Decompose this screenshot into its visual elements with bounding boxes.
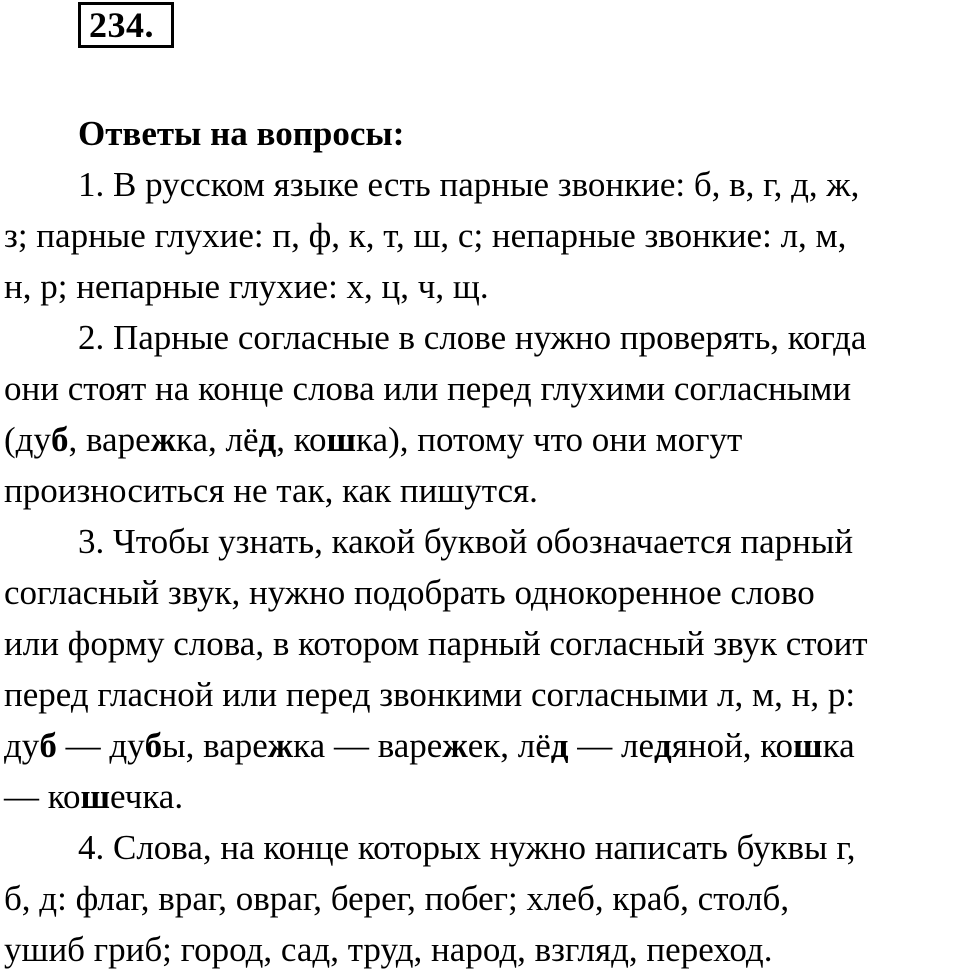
answers-section	[4, 108, 956, 975]
answers-heading: Ответы на вопросы:	[78, 114, 405, 153]
text-fragment: ле	[621, 726, 655, 765]
bold-letter: ш	[80, 777, 111, 816]
text-fragment: ко	[760, 726, 794, 765]
bold-letter: б	[50, 420, 69, 459]
answer-2	[4, 312, 956, 516]
text-fragment: ду	[109, 726, 145, 765]
answer-4	[4, 822, 956, 975]
text-fragment: —	[56, 726, 110, 765]
text-fragment: ,	[742, 726, 761, 765]
bold-letter: б	[144, 726, 163, 765]
text-fragment: ечка.	[110, 777, 184, 816]
text-fragment: —	[4, 777, 48, 816]
answer-4-line-1: 4. Слова, на конце которых нужно написать буквы г,	[78, 828, 856, 867]
bold-letter: ж	[150, 420, 176, 459]
bold-letter: д	[550, 726, 569, 765]
text-fragment: варе	[85, 420, 151, 459]
text-fragment: ,	[500, 726, 518, 765]
answer-3-line-1: 3. Чтобы узнать, какой буквой обозначается парный	[78, 522, 854, 561]
bold-letter: ж	[442, 726, 468, 765]
answer-3-pairs-line	[4, 726, 855, 765]
text-fragment: ек	[467, 726, 501, 765]
text-fragment: варе	[377, 726, 443, 765]
text-fragment: ка	[176, 420, 209, 459]
exercise-number: 234.	[78, 2, 174, 48]
answer-1-line-1: 1. В русском языке есть парные звонкие: б, в, г, д, ж,	[78, 165, 860, 204]
answer-4-line-3: ушиб гриб; город, сад, труд, народ, взгляд, переход.	[4, 930, 773, 969]
text-fragment: лё	[225, 420, 259, 459]
bold-letter: ш	[793, 726, 823, 765]
text-fragment: —	[325, 726, 378, 765]
answer-2-last-line: произноситься не так, как пишутся.	[4, 471, 538, 510]
text-fragment: ду	[4, 726, 40, 765]
answer-2-line-1: 2. Парные согласные в слове нужно проверять, когда	[78, 318, 867, 357]
answer-3-line-3: или форму слова, в котором парный согласный звук стоит	[4, 624, 868, 663]
text-fragment: ,	[276, 420, 294, 459]
text-fragment: ,	[185, 726, 204, 765]
bold-letter: д	[654, 726, 672, 765]
answer-1-line-3: н, р; непарные глухие: х, ц, ч, щ.	[4, 267, 489, 306]
text-fragment: ка	[293, 726, 326, 765]
answer-3	[4, 516, 956, 822]
text-fragment: ), потому что они могут	[388, 420, 743, 459]
bold-letter: ж	[267, 726, 294, 765]
text-fragment: лё	[517, 726, 551, 765]
text-fragment: ка	[356, 420, 389, 459]
answer-1	[4, 159, 956, 312]
text-fragment: ,	[68, 420, 86, 459]
answer-3-final-line	[4, 777, 183, 816]
answer-1-line-2: з; парные глухие: п, ф, к, т, ш, с; непарные звонкие: л, м,	[4, 216, 847, 255]
text-fragment: —	[568, 726, 621, 765]
text-fragment: ко	[47, 777, 81, 816]
text-fragment: ка	[822, 726, 855, 765]
bold-letter: ш	[326, 420, 357, 459]
bold-letter: б	[39, 726, 57, 765]
text-fragment: варе	[203, 726, 268, 765]
answer-4-line-2: б, д: флаг, враг, овраг, берег, побег; хлеб, краб, столб,	[4, 879, 790, 918]
bold-letter: д	[258, 420, 277, 459]
answer-2-examples-line	[4, 420, 742, 459]
answer-3-line-2: согласный звук, нужно подобрать однокоренное слово	[4, 573, 815, 612]
text-fragment: ко	[293, 420, 327, 459]
text-fragment: яной	[671, 726, 743, 765]
text-fragment: (	[4, 420, 16, 459]
answer-2-line-2: они стоят на конце слова или перед глухими согласными	[4, 369, 852, 408]
text-fragment: ,	[208, 420, 226, 459]
text-fragment: ы	[162, 726, 186, 765]
answer-3-line-4: перед гласной или перед звонкими согласными л, м, н, р:	[4, 675, 856, 714]
text-fragment: ду	[15, 420, 51, 459]
